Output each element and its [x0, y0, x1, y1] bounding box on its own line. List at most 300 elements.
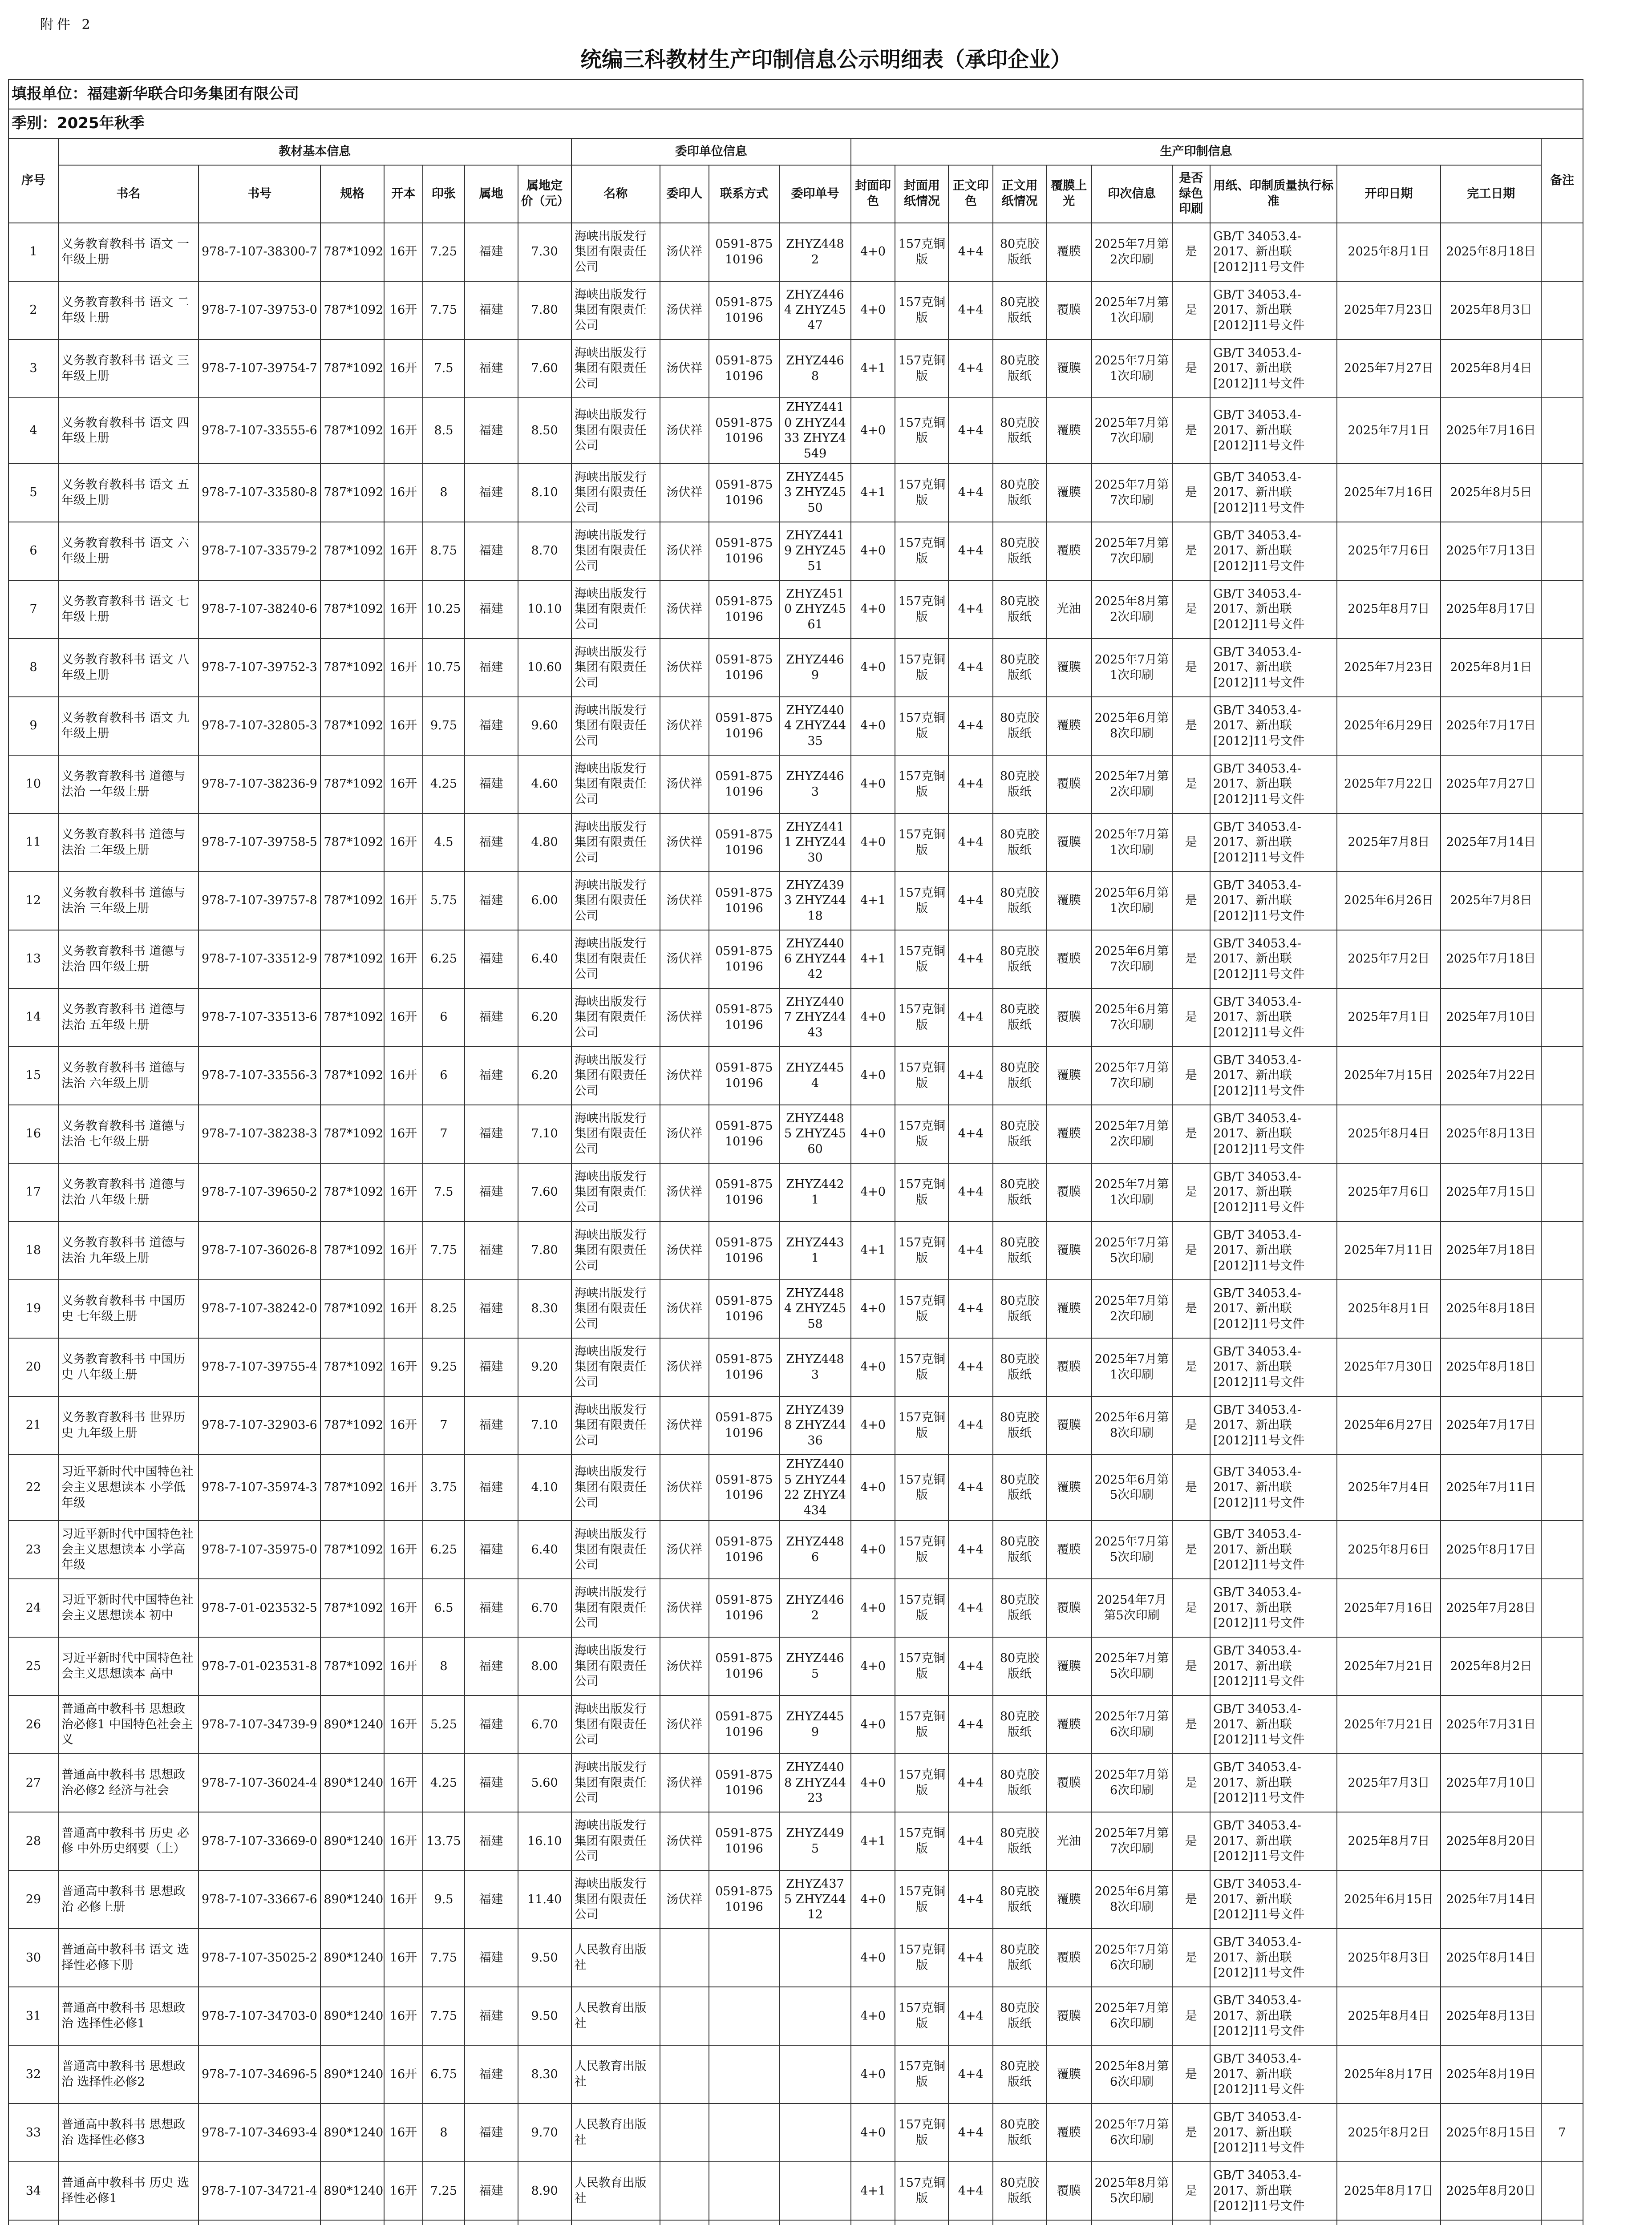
- column-header: 完工日期: [1441, 165, 1541, 223]
- body-color: 4+4: [948, 813, 993, 872]
- quality-standard: GB/T 34053.4-2017、新出联[2012]11号文件: [1210, 1163, 1337, 1222]
- body-color: 4+4: [948, 2162, 993, 2220]
- edition-info: 2025年7月第6次印刷: [1092, 1754, 1172, 1812]
- row-number: 25: [8, 1637, 58, 1695]
- column-header: 印张: [423, 165, 465, 223]
- remark: [1541, 1105, 1583, 1163]
- isbn: 978-7-107-32903-6: [198, 1396, 320, 1455]
- cover-paper: 157克铜版: [895, 1521, 948, 1579]
- quality-standard: GB/T 34053.4-2017、新出联[2012]11号文件: [1210, 340, 1337, 398]
- lamination: 覆膜: [1046, 340, 1092, 398]
- column-header: 印次信息: [1092, 165, 1172, 223]
- cover-color: 4+0: [851, 1754, 895, 1812]
- body-color: 4+4: [948, 930, 993, 988]
- start-date: 2025年8月1日: [1337, 1280, 1441, 1338]
- client-person: 汤伏祥: [660, 755, 709, 813]
- print-sheets: 9.75: [423, 697, 465, 755]
- format: 16开: [384, 2162, 423, 2220]
- lamination: [1046, 2220, 1092, 2225]
- lamination: 覆膜: [1046, 697, 1092, 755]
- print-sheets: 3.75: [423, 1455, 465, 1521]
- remark: [1541, 340, 1583, 398]
- client-org: [571, 2220, 660, 2225]
- spec: 787*1092: [320, 1579, 384, 1637]
- body-color: 4+4: [948, 639, 993, 697]
- row-number: 20: [8, 1338, 58, 1396]
- end-date: 2025年7月27日: [1441, 755, 1541, 813]
- start-date: 2025年7月1日: [1337, 988, 1441, 1047]
- price: 11.40: [518, 1870, 571, 1929]
- edition-info: 2025年6月第7次印刷: [1092, 988, 1172, 1047]
- edition-info: 2025年7月第2次印刷: [1092, 1280, 1172, 1338]
- body-paper: 80克胶版纸: [993, 2162, 1046, 2220]
- table-row: [8, 1929, 1583, 1987]
- body-color: 4+4: [948, 1338, 993, 1396]
- cover-color: 4+0: [851, 697, 895, 755]
- print-sheets: 10.75: [423, 639, 465, 697]
- row-number: 4: [8, 398, 58, 464]
- end-date: 2025年7月17日: [1441, 1396, 1541, 1455]
- client-person: 汤伏祥: [660, 1521, 709, 1579]
- body-color: 4+4: [948, 1222, 993, 1280]
- body-color: 4+4: [948, 1455, 993, 1521]
- start-date: 2025年7月16日: [1337, 464, 1441, 522]
- client-person: 汤伏祥: [660, 464, 709, 522]
- end-date: 2025年8月20日: [1441, 2162, 1541, 2220]
- format: 16开: [384, 1812, 423, 1870]
- remark: [1541, 872, 1583, 930]
- body-color: 4+4: [948, 1870, 993, 1929]
- edition-info: 2025年7月第2次印刷: [1092, 223, 1172, 281]
- isbn: 978-7-01-023531-8: [198, 1637, 320, 1695]
- cover-color: 4+0: [851, 988, 895, 1047]
- cover-paper: 157克铜版: [895, 340, 948, 398]
- table-row: [8, 1105, 1583, 1163]
- client-phone: 0591-87510196: [709, 1396, 780, 1455]
- column-header: 开本: [384, 165, 423, 223]
- client-org: 海峡出版发行集团有限责任公司: [571, 1396, 660, 1455]
- price: 7.60: [518, 340, 571, 398]
- cover-paper: 157克铜版: [895, 2104, 948, 2162]
- isbn: 978-7-107-39755-4: [198, 1338, 320, 1396]
- body-paper: 80克胶版纸: [993, 755, 1046, 813]
- lamination: 覆膜: [1046, 1637, 1092, 1695]
- region: 福建: [465, 1579, 518, 1637]
- edition-info: 2025年6月第7次印刷: [1092, 930, 1172, 988]
- price: 4.60: [518, 755, 571, 813]
- body-paper: 80克胶版纸: [993, 1455, 1046, 1521]
- spec: 787*1092: [320, 813, 384, 872]
- spec: 890*1240: [320, 2045, 384, 2104]
- end-date: 2025年7月18日: [1441, 1222, 1541, 1280]
- spec: 787*1092: [320, 697, 384, 755]
- format: 16开: [384, 1521, 423, 1579]
- body-paper: 80克胶版纸: [993, 580, 1046, 639]
- body-color: 4+4: [948, 580, 993, 639]
- price: [518, 2220, 571, 2225]
- column-header: 属地: [465, 165, 518, 223]
- client-org: 海峡出版发行集团有限责任公司: [571, 813, 660, 872]
- row-number: 34: [8, 2162, 58, 2220]
- column-header: 正文用纸情况: [993, 165, 1046, 223]
- cover-color: 4+0: [851, 281, 895, 340]
- spec: 787*1092: [320, 930, 384, 988]
- row-number: 28: [8, 1812, 58, 1870]
- table-row: [8, 755, 1583, 813]
- table-row: [8, 223, 1583, 281]
- order-no: ZHYZ4483: [779, 1338, 851, 1396]
- order-no: ZHYZ4454: [779, 1047, 851, 1105]
- print-sheets: 4.5: [423, 813, 465, 872]
- remark: [1541, 1929, 1583, 1987]
- order-no: [779, 2220, 851, 2225]
- quality-standard: GB/T 34053.4-2017、新出联[2012]11号文件: [1210, 464, 1337, 522]
- book-title: 义务教育教科书 语文 七年级上册: [58, 580, 198, 639]
- client-phone: 0591-87510196: [709, 1754, 780, 1812]
- book-title: 义务教育教科书 道德与法治 四年级上册: [58, 930, 198, 988]
- region: 福建: [465, 872, 518, 930]
- green-printing: 是: [1172, 988, 1210, 1047]
- green-printing: 是: [1172, 580, 1210, 639]
- order-no: ZHYZ4404 ZHYZ4435: [779, 697, 851, 755]
- client-org: 海峡出版发行集团有限责任公司: [571, 1812, 660, 1870]
- column-header: 委印人: [660, 165, 709, 223]
- price: 4.80: [518, 813, 571, 872]
- client-org: 海峡出版发行集团有限责任公司: [571, 1047, 660, 1105]
- cover-paper: 157克铜版: [895, 1047, 948, 1105]
- body-color: 4+4: [948, 1163, 993, 1222]
- lamination: 覆膜: [1046, 1870, 1092, 1929]
- column-header: 属地定价（元）: [518, 165, 571, 223]
- price: 8.30: [518, 2045, 571, 2104]
- client-phone: 0591-87510196: [709, 1455, 780, 1521]
- spec: 787*1092: [320, 1047, 384, 1105]
- spec: 787*1092: [320, 1521, 384, 1579]
- lamination: 覆膜: [1046, 1105, 1092, 1163]
- price: 9.70: [518, 2104, 571, 2162]
- order-no: ZHYZ4393 ZHYZ4418: [779, 872, 851, 930]
- body-color: 4+4: [948, 1812, 993, 1870]
- region: 福建: [465, 697, 518, 755]
- edition-info: 2025年7月第2次印刷: [1092, 1105, 1172, 1163]
- start-date: 2025年7月6日: [1337, 1163, 1441, 1222]
- body-color: 4+4: [948, 1987, 993, 2045]
- price: 8.70: [518, 522, 571, 580]
- book-title: 义务教育教科书 世界历史 九年级上册: [58, 1396, 198, 1455]
- edition-info: 2025年7月第5次印刷: [1092, 1637, 1172, 1695]
- green-printing: 是: [1172, 1455, 1210, 1521]
- quality-standard: GB/T 34053.4-2017、新出联[2012]11号文件: [1210, 813, 1337, 872]
- body-paper: 80克胶版纸: [993, 223, 1046, 281]
- spec: [320, 2220, 384, 2225]
- client-phone: [709, 1929, 780, 1987]
- remark: [1541, 988, 1583, 1047]
- row-number: 5: [8, 464, 58, 522]
- edition-info: 2025年7月第7次印刷: [1092, 464, 1172, 522]
- order-no: ZHYZ4485 ZHYZ4560: [779, 1105, 851, 1163]
- body-color: 4+4: [948, 2045, 993, 2104]
- client-org: 海峡出版发行集团有限责任公司: [571, 580, 660, 639]
- isbn: 978-7-107-38242-0: [198, 1280, 320, 1338]
- client-org: 海峡出版发行集团有限责任公司: [571, 872, 660, 930]
- remark: [1541, 1579, 1583, 1637]
- end-date: 2025年7月14日: [1441, 813, 1541, 872]
- isbn: 978-7-107-36026-8: [198, 1222, 320, 1280]
- cover-paper: 157克铜版: [895, 1222, 948, 1280]
- start-date: 2025年6月27日: [1337, 1396, 1441, 1455]
- isbn: 978-7-107-34721-4: [198, 2162, 320, 2220]
- quality-standard: GB/T 34053.4-2017、新出联[2012]11号文件: [1210, 755, 1337, 813]
- start-date: 2025年8月4日: [1337, 1105, 1441, 1163]
- client-org: 海峡出版发行集团有限责任公司: [571, 1455, 660, 1521]
- region: 福建: [465, 1987, 518, 2045]
- cover-paper: 157克铜版: [895, 1754, 948, 1812]
- start-date: 2025年7月21日: [1337, 1637, 1441, 1695]
- cover-paper: 157克铜版: [895, 1637, 948, 1695]
- body-paper: 80克胶版纸: [993, 2104, 1046, 2162]
- client-org: 人民教育出版社: [571, 2162, 660, 2220]
- spec: 787*1092: [320, 223, 384, 281]
- green-printing: 是: [1172, 522, 1210, 580]
- format: 16开: [384, 1637, 423, 1695]
- print-sheets: 7.75: [423, 281, 465, 340]
- client-person: 汤伏祥: [660, 1338, 709, 1396]
- format: 16开: [384, 755, 423, 813]
- column-header: 覆膜上光: [1046, 165, 1092, 223]
- price: 8.30: [518, 1280, 571, 1338]
- format: 16开: [384, 813, 423, 872]
- book-title: 义务教育教科书 道德与法治 七年级上册: [58, 1105, 198, 1163]
- quality-standard: GB/T 34053.4-2017、新出联[2012]11号文件: [1210, 522, 1337, 580]
- isbn: [198, 2220, 320, 2225]
- cover-color: 4+1: [851, 930, 895, 988]
- cover-color: 4+1: [851, 1222, 895, 1280]
- client-org: 海峡出版发行集团有限责任公司: [571, 988, 660, 1047]
- book-title: 普通高中教科书 思想政治 必修上册: [58, 1870, 198, 1929]
- column-header: 书名: [58, 165, 198, 223]
- edition-info: 2025年7月第1次印刷: [1092, 639, 1172, 697]
- green-printing: 是: [1172, 281, 1210, 340]
- table-row: [8, 1812, 1583, 1870]
- cover-paper: 157克铜版: [895, 1812, 948, 1870]
- green-printing: 是: [1172, 1754, 1210, 1812]
- client-phone: 0591-87510196: [709, 580, 780, 639]
- quality-standard: GB/T 34053.4-2017、新出联[2012]11号文件: [1210, 1047, 1337, 1105]
- isbn: 978-7-107-34696-5: [198, 2045, 320, 2104]
- quality-standard: GB/T 34053.4-2017、新出联[2012]11号文件: [1210, 1455, 1337, 1521]
- cover-color: 4+1: [851, 2162, 895, 2220]
- cover-paper: 157克铜版: [895, 1163, 948, 1222]
- row-number: 8: [8, 639, 58, 697]
- client-phone: 0591-87510196: [709, 1105, 780, 1163]
- edition-info: 2025年7月第1次印刷: [1092, 1338, 1172, 1396]
- spec: 787*1092: [320, 1338, 384, 1396]
- table-row: [8, 1455, 1583, 1521]
- body-paper: 80克胶版纸: [993, 1163, 1046, 1222]
- price: 7.80: [518, 281, 571, 340]
- book-title: 普通高中教科书 思想政治 选择性必修3: [58, 2104, 198, 2162]
- cover-paper: 157克铜版: [895, 1579, 948, 1637]
- quality-standard: GB/T 34053.4-2017、新出联[2012]11号文件: [1210, 223, 1337, 281]
- print-sheets: 7.25: [423, 2162, 465, 2220]
- client-phone: 0591-87510196: [709, 1047, 780, 1105]
- client-person: [660, 2045, 709, 2104]
- print-sheets: 7.5: [423, 340, 465, 398]
- client-phone: 0591-87510196: [709, 1812, 780, 1870]
- row-number: 27: [8, 1754, 58, 1812]
- spec: 787*1092: [320, 464, 384, 522]
- table-row: [8, 988, 1583, 1047]
- lamination: 覆膜: [1046, 1222, 1092, 1280]
- format: 16开: [384, 1396, 423, 1455]
- cover-color: 4+0: [851, 1695, 895, 1754]
- print-sheets: 7.75: [423, 1987, 465, 2045]
- attachment-label: 附件 2: [40, 17, 94, 32]
- client-person: 汤伏祥: [660, 1396, 709, 1455]
- lamination: 覆膜: [1046, 1455, 1092, 1521]
- row-number: 6: [8, 522, 58, 580]
- column-header: 规格: [320, 165, 384, 223]
- row-number: 15: [8, 1047, 58, 1105]
- cover-color: 4+0: [851, 813, 895, 872]
- cover-paper: 157克铜版: [895, 697, 948, 755]
- row-number: 17: [8, 1163, 58, 1222]
- table-row: [8, 1637, 1583, 1695]
- client-person: 汤伏祥: [660, 580, 709, 639]
- green-printing: 是: [1172, 464, 1210, 522]
- table-row: [8, 930, 1583, 988]
- table-row: [8, 398, 1583, 464]
- start-date: 2025年7月16日: [1337, 1579, 1441, 1637]
- green-printing: 是: [1172, 2045, 1210, 2104]
- client-org: 海峡出版发行集团有限责任公司: [571, 1754, 660, 1812]
- table-row: [8, 281, 1583, 340]
- isbn: 978-7-107-32805-3: [198, 697, 320, 755]
- region: 福建: [465, 1396, 518, 1455]
- body-color: 4+4: [948, 398, 993, 464]
- lamination: 覆膜: [1046, 398, 1092, 464]
- body-paper: 80克胶版纸: [993, 1987, 1046, 2045]
- client-phone: 0591-87510196: [709, 755, 780, 813]
- start-date: 2025年8月1日: [1337, 223, 1441, 281]
- body-paper: 80克胶版纸: [993, 1338, 1046, 1396]
- quality-standard: GB/T 34053.4-2017、新出联[2012]11号文件: [1210, 1579, 1337, 1637]
- book-title: 普通高中教科书 思想政治必修1 中国特色社会主义: [58, 1695, 198, 1754]
- body-paper: 80克胶版纸: [993, 398, 1046, 464]
- cover-color: 4+0: [851, 1280, 895, 1338]
- client-org: 海峡出版发行集团有限责任公司: [571, 464, 660, 522]
- table-row: [8, 639, 1583, 697]
- print-sheets: 6: [423, 988, 465, 1047]
- format: 16开: [384, 223, 423, 281]
- end-date: 2025年8月17日: [1441, 1521, 1541, 1579]
- isbn: 978-7-01-023532-5: [198, 1579, 320, 1637]
- format: 16开: [384, 1455, 423, 1521]
- end-date: 2025年7月10日: [1441, 1754, 1541, 1812]
- body-paper: [993, 2220, 1046, 2225]
- end-date: 2025年7月14日: [1441, 1870, 1541, 1929]
- cover-color: 4+1: [851, 340, 895, 398]
- quality-standard: GB/T 34053.4-2017、新出联[2012]11号文件: [1210, 1105, 1337, 1163]
- cover-color: 4+0: [851, 580, 895, 639]
- lamination: 覆膜: [1046, 930, 1092, 988]
- isbn: 978-7-107-34739-9: [198, 1695, 320, 1754]
- client-phone: [709, 2162, 780, 2220]
- cover-paper: 157克铜版: [895, 813, 948, 872]
- spec: 890*1240: [320, 1754, 384, 1812]
- body-color: 4+4: [948, 1521, 993, 1579]
- season-label: 季别：2025年秋季: [8, 109, 1583, 138]
- remark: [1541, 755, 1583, 813]
- row-number: 22: [8, 1455, 58, 1521]
- spec: 890*1240: [320, 1812, 384, 1870]
- client-phone: 0591-87510196: [709, 1163, 780, 1222]
- end-date: 2025年8月1日: [1441, 639, 1541, 697]
- remark: [1541, 1695, 1583, 1754]
- price: 9.60: [518, 697, 571, 755]
- client-org: 海峡出版发行集团有限责任公司: [571, 1222, 660, 1280]
- price: 10.60: [518, 639, 571, 697]
- isbn: 978-7-107-34693-4: [198, 2104, 320, 2162]
- format: 16开: [384, 1338, 423, 1396]
- edition-info: 2025年6月第5次印刷: [1092, 1455, 1172, 1521]
- edition-info: 2025年6月第8次印刷: [1092, 1870, 1172, 1929]
- body-paper: 80克胶版纸: [993, 1280, 1046, 1338]
- green-printing: 是: [1172, 1047, 1210, 1105]
- row-number: 26: [8, 1695, 58, 1754]
- order-no: ZHYZ4462: [779, 1579, 851, 1637]
- body-color: 4+4: [948, 2104, 993, 2162]
- header-no: 序号: [8, 138, 58, 223]
- cover-color: 4+0: [851, 1929, 895, 1987]
- book-title: 义务教育教科书 道德与法治 八年级上册: [58, 1163, 198, 1222]
- body-color: 4+4: [948, 988, 993, 1047]
- group-client-info: 委印单位信息: [571, 138, 851, 165]
- body-paper: 80克胶版纸: [993, 639, 1046, 697]
- spec: 787*1092: [320, 1455, 384, 1521]
- start-date: 2025年7月22日: [1337, 755, 1441, 813]
- format: 16开: [384, 1163, 423, 1222]
- quality-standard: GB/T 34053.4-2017、新出联[2012]11号文件: [1210, 2162, 1337, 2220]
- region: 福建: [465, 1222, 518, 1280]
- table-row: [8, 2045, 1583, 2104]
- start-date: 2025年7月27日: [1337, 340, 1441, 398]
- table-row: [8, 580, 1583, 639]
- remark: [1541, 639, 1583, 697]
- table-row: [8, 1396, 1583, 1455]
- body-color: 4+4: [948, 281, 993, 340]
- order-no: ZHYZ4468: [779, 340, 851, 398]
- book-title: 义务教育教科书 语文 二年级上册: [58, 281, 198, 340]
- row-number: 2: [8, 281, 58, 340]
- end-date: 2025年7月13日: [1441, 522, 1541, 580]
- print-sheets: 6: [423, 1047, 465, 1105]
- cover-paper: 157克铜版: [895, 1987, 948, 2045]
- green-printing: 是: [1172, 2104, 1210, 2162]
- cover-color: 4+0: [851, 2045, 895, 2104]
- region: 福建: [465, 1870, 518, 1929]
- green-printing: 是: [1172, 1280, 1210, 1338]
- client-person: 汤伏祥: [660, 1754, 709, 1812]
- quality-standard: GB/T 34053.4-2017、新出联[2012]11号文件: [1210, 930, 1337, 988]
- client-org: 海峡出版发行集团有限责任公司: [571, 697, 660, 755]
- print-sheets: 7.5: [423, 1163, 465, 1222]
- isbn: 978-7-107-39758-5: [198, 813, 320, 872]
- edition-info: 2025年8月第6次印刷: [1092, 2045, 1172, 2104]
- format: 16开: [384, 580, 423, 639]
- start-date: 2025年7月11日: [1337, 1222, 1441, 1280]
- price: 6.20: [518, 988, 571, 1047]
